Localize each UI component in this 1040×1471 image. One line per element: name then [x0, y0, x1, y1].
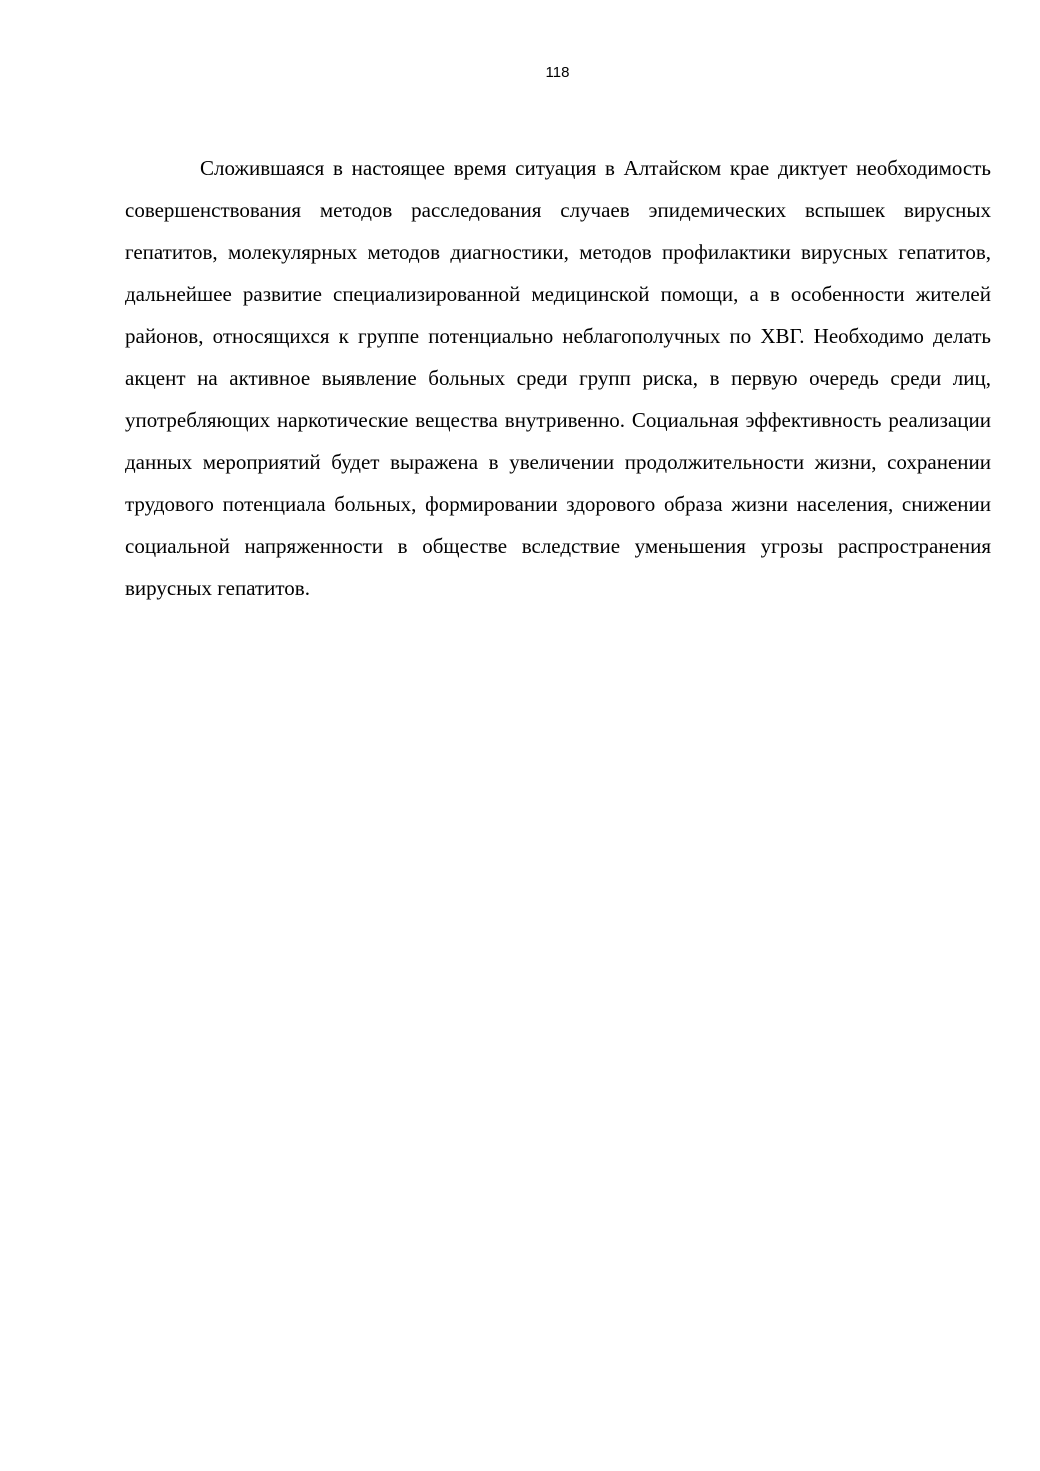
page-number: 118 [545, 64, 570, 81]
body-paragraph: Сложившаяся в настоящее время ситуация в Алтайском крае диктует необходимость совершенствования методов расследования случаев эпидемических вспышек вирусных гепатитов, молекулярных методов диагностики, методов профилактики вирусных гепатитов, дальнейшее развитие специализированной медицинской помощи, а в особенности жителей районов, относящихся к группе потенциально неблагополучных по ХВГ. Необходимо делать акцент на активное выявление больных среди групп риска, в первую очередь среди лиц, употребляющих наркотические вещества внутривенно. Социальная эффективность реализации данных мероприятий будет выражена в увеличении продолжительности жизни, сохранении трудового потенциала больных, формировании здорового образа жизни населения, снижении социальной напряженности в обществе вследствие уменьшения угрозы распространения вирусных гепатитов. [125, 156, 991, 600]
